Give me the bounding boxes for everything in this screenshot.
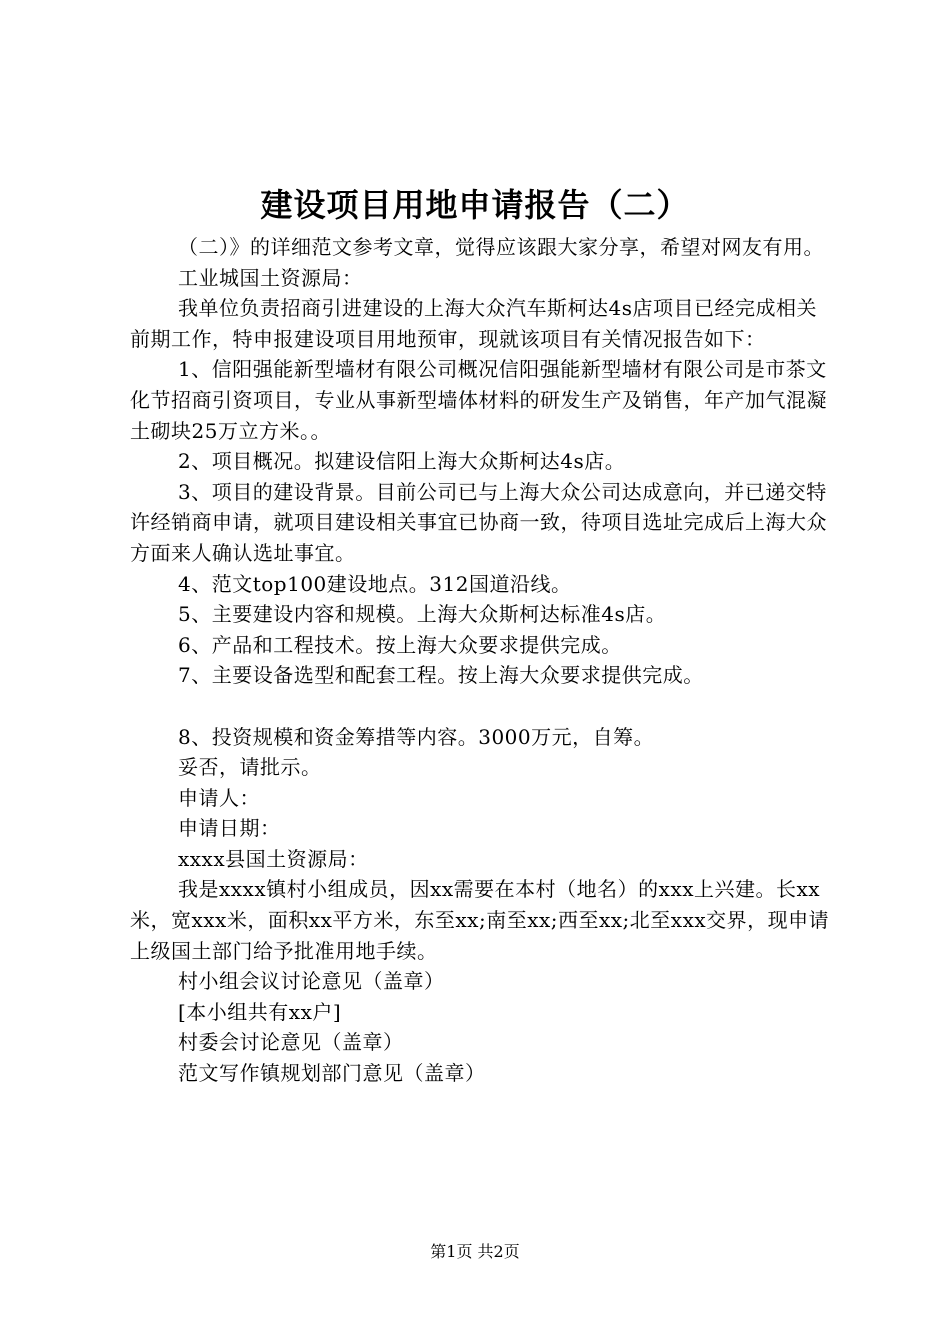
document-body bbox=[130, 232, 830, 1089]
paragraph-applicant: 申请人： bbox=[178, 785, 260, 810]
paragraph-intro: （二）》的详细范文参考文章，觉得应该跟大家分享，希望对网友有用。 bbox=[178, 235, 824, 259]
paragraph-item-4: 4、范文top100建设地点。312国道沿线。 bbox=[178, 571, 572, 596]
paragraph-village-group-opinion: 村小组会议讨论意见（盖章） bbox=[178, 969, 445, 994]
document-title: 建设项目用地申请报告（二） bbox=[260, 186, 690, 224]
paragraph-spacer bbox=[130, 691, 830, 722]
paragraph-item-3: 3、项目的建设背景。目前公司已与上海大众公司达成意向，并已递交特许经销商申请，就项目建设相关事宜已协商一致，待项目选址完成后上海大众方面来人确认选址事宜。 bbox=[130, 479, 827, 565]
paragraph-second-addressee: xxxx县国土资源局： bbox=[178, 846, 369, 871]
page-footer: 第1页 共2页 bbox=[430, 1242, 520, 1261]
paragraph-application-date: 申请日期： bbox=[178, 816, 281, 841]
paragraph-item-2: 2、项目概况。拟建设信阳上海大众斯柯达4s店。 bbox=[178, 449, 626, 474]
paragraph-approval-request: 妥否，请批示。 bbox=[178, 755, 322, 780]
paragraph-item-7: 7、主要设备选型和配套工程。按上海大众要求提供完成。 bbox=[178, 663, 704, 688]
paragraph-addressee: 工业城国土资源局： bbox=[178, 265, 363, 290]
paragraph-item-5: 5、主要建设内容和规模。上海大众斯柯达标准4s店。 bbox=[178, 602, 667, 627]
paragraph-village-committee-opinion: 村委会讨论意见（盖章） bbox=[178, 1030, 404, 1055]
paragraph-item-6: 6、产品和工程技术。按上海大众要求提供完成。 bbox=[178, 632, 622, 657]
paragraph-project-statement: 我单位负责招商引进建设的上海大众汽车斯柯达4s店项目已经完成相关前期工作，特申报建设项目用地预审，现就该项目有关情况报告如下： bbox=[130, 296, 817, 351]
paragraph-planning-opinion: 范文写作镇规划部门意见（盖章） bbox=[178, 1061, 486, 1086]
paragraph-household-count: [本小组共有xx户] bbox=[178, 999, 342, 1024]
paragraph-land-request: 我是xxxx镇村小组成员，因xx需要在本村（地名）的xxx上兴建。长xx米，宽xxx米，面积xx平方米，东至xx;南至xx;西至xx;北至xxx交界，现申请上级国土部门给予批准用地手续。 bbox=[130, 877, 830, 963]
paragraph-item-8: 8、投资规模和资金筹措等内容。3000万元，自筹。 bbox=[178, 724, 655, 749]
paragraph-item-1: 1、信阳强能新型墙材有限公司概况信阳强能新型墙材有限公司是市茶文化节招商引资项目，专业从事新型墙体材料的研发生产及销售，年产加气混凝土砌块25万立方米。。 bbox=[130, 357, 827, 443]
